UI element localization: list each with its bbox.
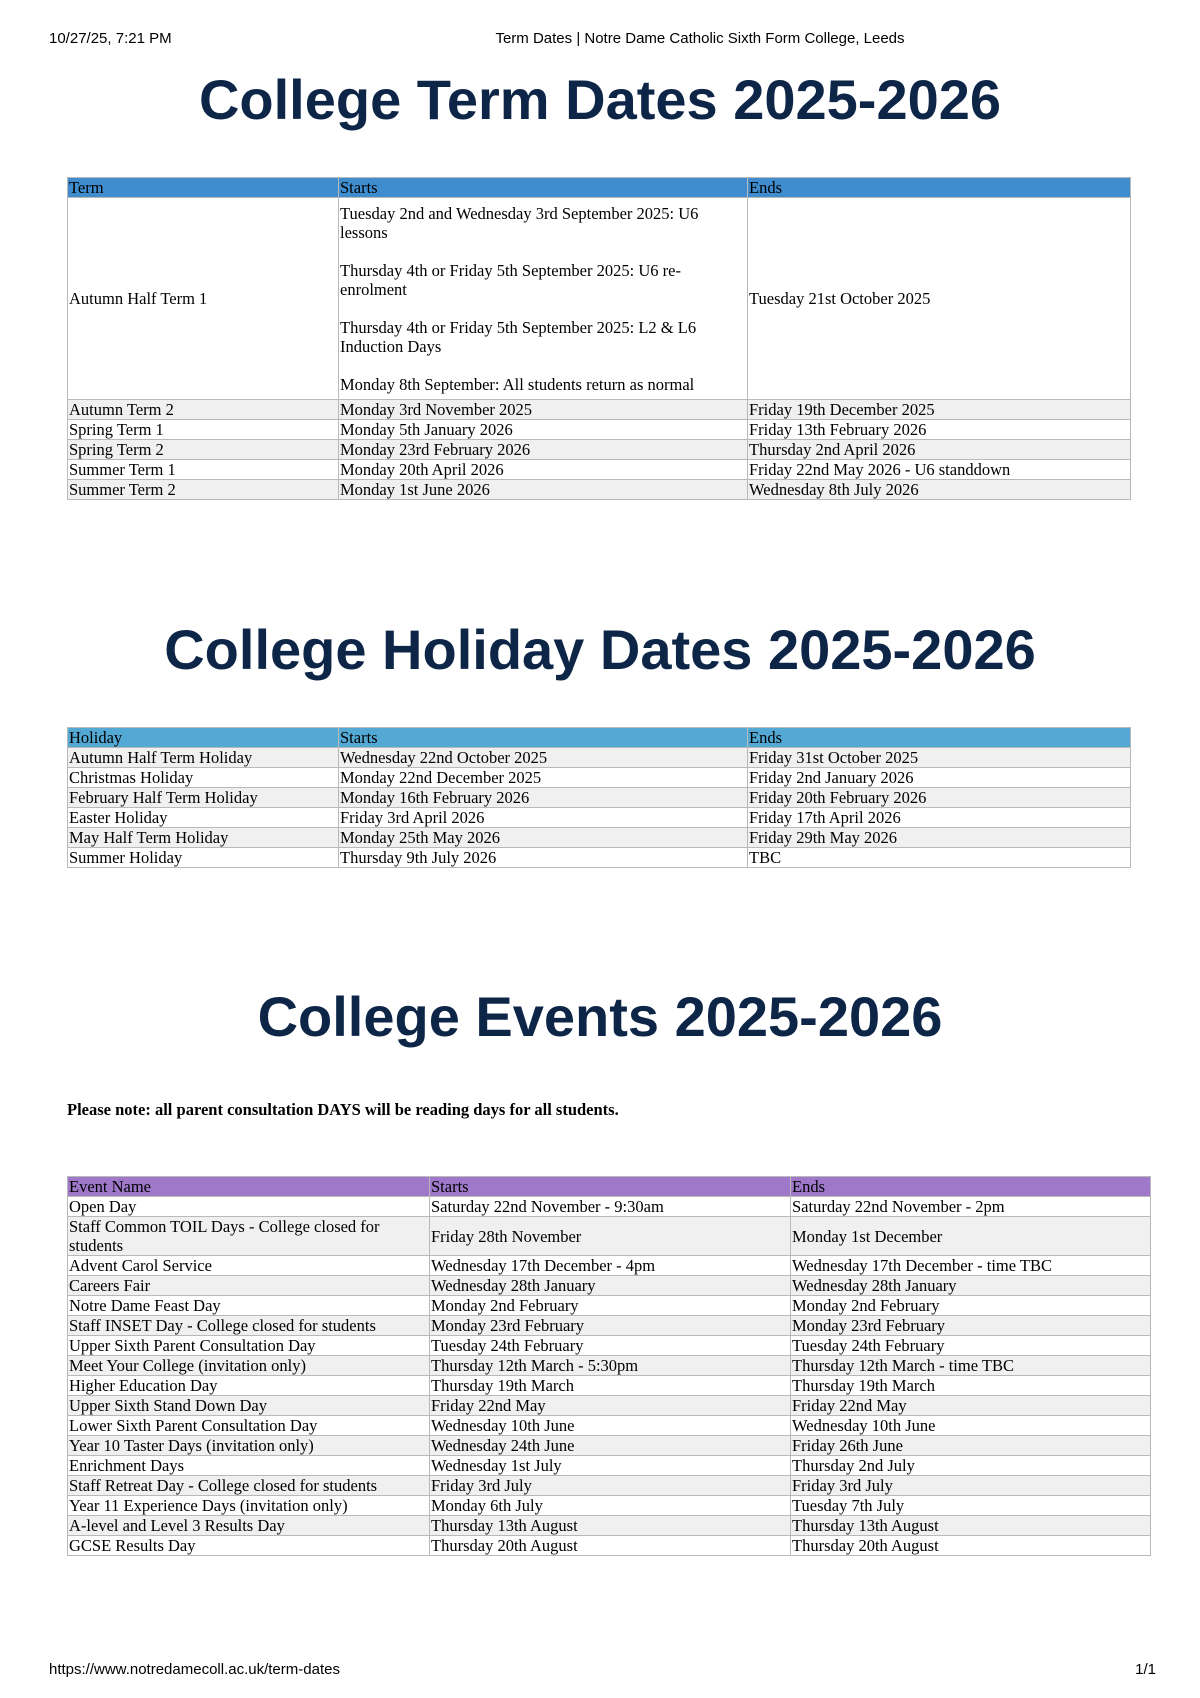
column-header: Ends xyxy=(791,1177,1151,1197)
event-name-cell: Notre Dame Feast Day xyxy=(68,1296,430,1316)
table-row xyxy=(68,198,1131,400)
event-starts-cell: Thursday 13th August xyxy=(430,1516,791,1536)
event-ends-cell: Monday 2nd February xyxy=(791,1296,1151,1316)
table-row xyxy=(68,1256,1151,1276)
table-row xyxy=(68,1336,1151,1356)
event-starts-cell: Thursday 20th August xyxy=(430,1536,791,1556)
event-ends-cell: Thursday 2nd July xyxy=(791,1456,1151,1476)
holiday-ends-cell: TBC xyxy=(748,848,1131,868)
holiday-name-cell: Easter Holiday xyxy=(68,808,339,828)
table-header-row xyxy=(68,728,1131,748)
holiday-starts-cell: Thursday 9th July 2026 xyxy=(339,848,748,868)
print-url: https://www.notredamecoll.ac.uk/term-dates xyxy=(49,1661,340,1678)
event-name-cell: Staff Retreat Day - College closed for students xyxy=(68,1476,430,1496)
event-ends-cell: Friday 22nd May xyxy=(791,1396,1151,1416)
event-name-cell: Upper Sixth Stand Down Day xyxy=(68,1396,430,1416)
event-name-cell: Upper Sixth Parent Consultation Day xyxy=(68,1336,430,1356)
table-row xyxy=(68,1536,1151,1556)
table-row xyxy=(68,1276,1151,1296)
term-ends-cell: Friday 22nd May 2026 - U6 standdown xyxy=(748,460,1131,480)
table-row xyxy=(68,1436,1151,1456)
term-name-cell: Autumn Half Term 1 xyxy=(68,198,339,400)
term-dates-title: College Term Dates 2025-2026 xyxy=(198,68,1002,131)
event-ends-cell: Wednesday 17th December - time TBC xyxy=(791,1256,1151,1276)
holiday-starts-cell: Wednesday 22nd October 2025 xyxy=(339,748,748,768)
column-header: Ends xyxy=(748,178,1131,198)
holiday-ends-cell: Friday 2nd January 2026 xyxy=(748,768,1131,788)
holiday-name-cell: May Half Term Holiday xyxy=(68,828,339,848)
starts-line: Thursday 4th or Friday 5th September 2025: L2 & L6 Induction Days xyxy=(340,317,697,356)
column-header: Event Name xyxy=(68,1177,430,1197)
table-row xyxy=(68,1416,1151,1436)
event-name-cell: Staff Common TOIL Days - College closed for students xyxy=(68,1217,430,1256)
term-ends-cell: Wednesday 8th July 2026 xyxy=(748,480,1131,500)
table-row xyxy=(68,1396,1151,1416)
event-starts-cell: Friday 22nd May xyxy=(430,1396,791,1416)
table-row xyxy=(68,460,1131,480)
table-row xyxy=(68,848,1131,868)
event-starts-cell: Thursday 12th March - 5:30pm xyxy=(430,1356,791,1376)
holiday-name-cell: Christmas Holiday xyxy=(68,768,339,788)
column-header: Ends xyxy=(748,728,1131,748)
event-ends-cell: Thursday 12th March - time TBC xyxy=(791,1356,1151,1376)
holiday-starts-cell: Monday 25th May 2026 xyxy=(339,828,748,848)
term-name-cell: Spring Term 2 xyxy=(68,440,339,460)
holiday-ends-cell: Friday 31st October 2025 xyxy=(748,748,1131,768)
table-row xyxy=(68,1197,1151,1217)
term-ends-cell: Friday 13th February 2026 xyxy=(748,420,1131,440)
event-starts-cell: Monday 6th July xyxy=(430,1496,791,1516)
table-row xyxy=(68,1496,1151,1516)
table-row xyxy=(68,480,1131,500)
term-starts-cell: Monday 1st June 2026 xyxy=(339,480,748,500)
event-starts-cell: Friday 28th November xyxy=(430,1217,791,1256)
table-row xyxy=(68,808,1131,828)
event-ends-cell: Monday 23rd February xyxy=(791,1316,1151,1336)
event-starts-cell: Wednesday 28th January xyxy=(430,1276,791,1296)
event-ends-cell: Monday 1st December xyxy=(791,1217,1151,1256)
print-datetime: 10/27/25, 7:21 PM xyxy=(49,30,172,47)
holiday-ends-cell: Friday 17th April 2026 xyxy=(748,808,1131,828)
term-starts-cell: Monday 20th April 2026 xyxy=(339,460,748,480)
events-table xyxy=(67,1176,1151,1556)
print-page-title: Term Dates | Notre Dame Catholic Sixth Form College, Leeds xyxy=(495,30,905,47)
print-page-number: 1/1 xyxy=(1135,1661,1156,1678)
term-name-cell: Summer Term 2 xyxy=(68,480,339,500)
table-row xyxy=(68,1476,1151,1496)
holiday-name-cell: Summer Holiday xyxy=(68,848,339,868)
holiday-starts-cell: Monday 16th February 2026 xyxy=(339,788,748,808)
table-row xyxy=(68,420,1131,440)
column-header: Starts xyxy=(339,728,748,748)
holiday-name-cell: February Half Term Holiday xyxy=(68,788,339,808)
event-starts-cell: Wednesday 1st July xyxy=(430,1456,791,1476)
table-header-row xyxy=(68,1177,1151,1197)
table-row xyxy=(68,1516,1151,1536)
event-name-cell: Careers Fair xyxy=(68,1276,430,1296)
table-row xyxy=(68,1376,1151,1396)
holiday-starts-cell: Monday 22nd December 2025 xyxy=(339,768,748,788)
event-starts-cell: Tuesday 24th February xyxy=(430,1336,791,1356)
term-starts-cell xyxy=(339,198,748,400)
holiday-dates-table xyxy=(67,727,1131,868)
event-name-cell: Staff INSET Day - College closed for students xyxy=(68,1316,430,1336)
table-row xyxy=(68,440,1131,460)
holiday-name-cell: Autumn Half Term Holiday xyxy=(68,748,339,768)
event-name-cell: Year 11 Experience Days (invitation only) xyxy=(68,1496,430,1516)
table-row xyxy=(68,788,1131,808)
events-title: College Events 2025-2026 xyxy=(257,985,943,1048)
event-name-cell: GCSE Results Day xyxy=(68,1536,430,1556)
event-name-cell: Enrichment Days xyxy=(68,1456,430,1476)
event-starts-cell: Friday 3rd July xyxy=(430,1476,791,1496)
event-ends-cell: Tuesday 7th July xyxy=(791,1496,1151,1516)
event-ends-cell: Saturday 22nd November - 2pm xyxy=(791,1197,1151,1217)
table-row xyxy=(68,828,1131,848)
event-ends-cell: Thursday 13th August xyxy=(791,1516,1151,1536)
event-ends-cell: Thursday 19th March xyxy=(791,1376,1151,1396)
column-header: Starts xyxy=(430,1177,791,1197)
event-ends-cell: Friday 3rd July xyxy=(791,1476,1151,1496)
holiday-ends-cell: Friday 29th May 2026 xyxy=(748,828,1131,848)
event-ends-cell: Friday 26th June xyxy=(791,1436,1151,1456)
event-name-cell: Higher Education Day xyxy=(68,1376,430,1396)
term-ends-cell: Tuesday 21st October 2025 xyxy=(748,198,1131,400)
event-starts-cell: Monday 2nd February xyxy=(430,1296,791,1316)
starts-line: Monday 8th September: All students return as normal xyxy=(340,374,695,394)
event-name-cell: A-level and Level 3 Results Day xyxy=(68,1516,430,1536)
event-ends-cell: Tuesday 24th February xyxy=(791,1336,1151,1356)
term-ends-cell: Friday 19th December 2025 xyxy=(748,400,1131,420)
event-name-cell: Open Day xyxy=(68,1197,430,1217)
term-starts-cell: Monday 23rd February 2026 xyxy=(339,440,748,460)
event-starts-cell: Wednesday 17th December - 4pm xyxy=(430,1256,791,1276)
starts-line: Thursday 4th or Friday 5th September 2025: U6 re-enrolment xyxy=(340,260,681,299)
term-starts-cell: Monday 5th January 2026 xyxy=(339,420,748,440)
table-header-row xyxy=(68,178,1131,198)
term-starts-cell: Monday 3rd November 2025 xyxy=(339,400,748,420)
event-ends-cell: Wednesday 10th June xyxy=(791,1416,1151,1436)
event-starts-cell: Wednesday 24th June xyxy=(430,1436,791,1456)
table-row xyxy=(68,400,1131,420)
term-dates-table xyxy=(67,177,1131,500)
holiday-ends-cell: Friday 20th February 2026 xyxy=(748,788,1131,808)
event-starts-cell: Saturday 22nd November - 9:30am xyxy=(430,1197,791,1217)
event-starts-cell: Monday 23rd February xyxy=(430,1316,791,1336)
event-starts-cell: Wednesday 10th June xyxy=(430,1416,791,1436)
table-row xyxy=(68,1217,1151,1256)
term-name-cell: Summer Term 1 xyxy=(68,460,339,480)
print-footer xyxy=(0,1661,1200,1683)
starts-line: Tuesday 2nd and Wednesday 3rd September 2025: U6 lessons xyxy=(340,203,699,242)
holiday-dates-title: College Holiday Dates 2025-2026 xyxy=(164,618,1036,681)
table-row xyxy=(68,1296,1151,1316)
event-name-cell: Meet Your College (invitation only) xyxy=(68,1356,430,1376)
column-header: Starts xyxy=(339,178,748,198)
table-row xyxy=(68,748,1131,768)
term-ends-cell: Thursday 2nd April 2026 xyxy=(748,440,1131,460)
term-name-cell: Autumn Term 2 xyxy=(68,400,339,420)
term-name-cell: Spring Term 1 xyxy=(68,420,339,440)
column-header: Term xyxy=(68,178,339,198)
table-row xyxy=(68,1316,1151,1336)
holiday-starts-cell: Friday 3rd April 2026 xyxy=(339,808,748,828)
event-ends-cell: Thursday 20th August xyxy=(791,1536,1151,1556)
table-row xyxy=(68,1356,1151,1376)
consultation-note: Please note: all parent consultation DAYS will be reading days for all students. xyxy=(67,1100,619,1119)
event-name-cell: Advent Carol Service xyxy=(68,1256,430,1276)
column-header: Holiday xyxy=(68,728,339,748)
event-starts-cell: Thursday 19th March xyxy=(430,1376,791,1396)
event-ends-cell: Wednesday 28th January xyxy=(791,1276,1151,1296)
event-name-cell: Year 10 Taster Days (invitation only) xyxy=(68,1436,430,1456)
table-row xyxy=(68,768,1131,788)
table-row xyxy=(68,1456,1151,1476)
print-header xyxy=(0,30,1200,52)
event-name-cell: Lower Sixth Parent Consultation Day xyxy=(68,1416,430,1436)
